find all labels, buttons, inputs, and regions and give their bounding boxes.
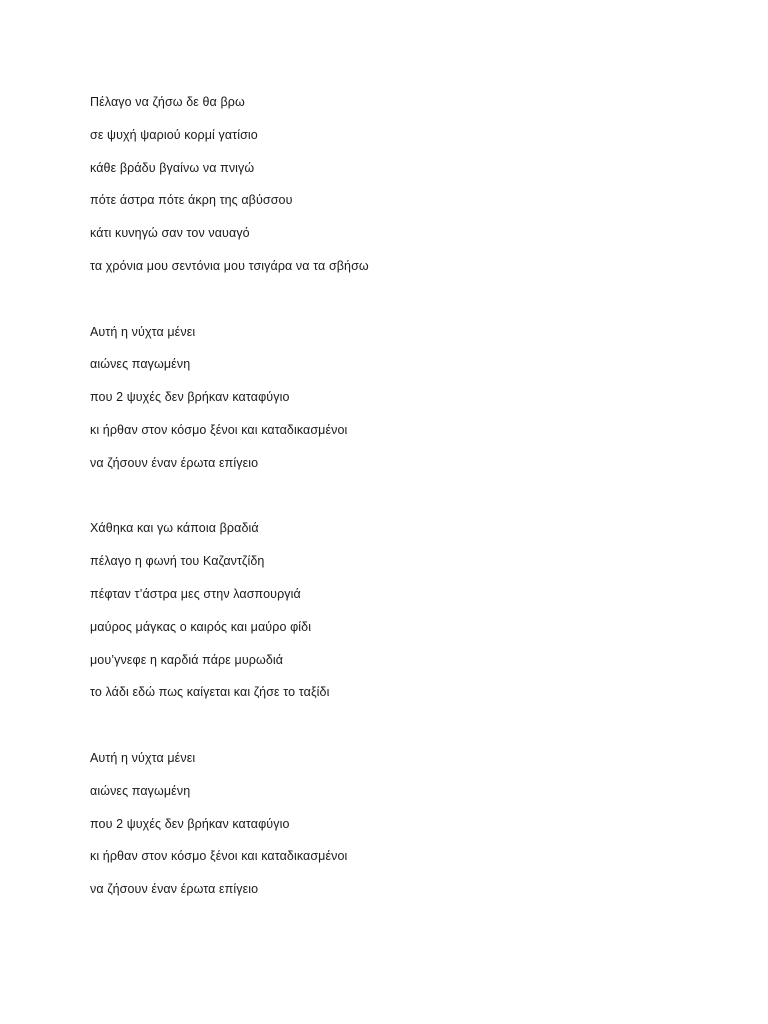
lyric-line: κι ήρθαν στον κόσμο ξένοι και καταδικασμένοι	[90, 849, 348, 864]
stanza-gap	[90, 486, 730, 519]
stanza-verse-1	[90, 92, 730, 289]
stanza-verse-2	[90, 518, 730, 715]
lyric-line: κάθε βράδυ βγαίνω να πνιγώ	[90, 160, 255, 175]
stanza-gap	[90, 289, 730, 322]
lyric-line: που 2 ψυχές δεν βρήκαν καταφύγιο	[90, 816, 290, 831]
lyric-line: μαύρος μάγκας ο καιρός και μαύρο φίδι	[90, 619, 312, 634]
lyric-line: αιώνες παγωμένη	[90, 783, 191, 798]
lyric-line: να ζήσουν έναν έρωτα επίγειο	[90, 882, 259, 897]
lyric-line: τα χρόνια μου σεντόνια μου τσιγάρα να τα σβήσω	[90, 258, 369, 273]
lyric-line: πέλαγο η φωνή του Καζαντζίδη	[90, 554, 265, 569]
lyric-line: Αυτή η νύχτα μένει	[90, 324, 196, 339]
lyric-line: Αυτή η νύχτα μένει	[90, 750, 196, 765]
document-page	[90, 92, 730, 912]
lyric-line: πέφταν τ’άστρα μες στην λασπουργιά	[90, 586, 301, 601]
lyric-line: Χάθηκα και γω κάποια βραδιά	[90, 521, 259, 536]
lyric-line: να ζήσουν έναν έρωτα επίγειο	[90, 455, 259, 470]
stanza-chorus-2	[90, 748, 730, 912]
lyric-line: σε ψυχή ψαριού κορμί γατίσιο	[90, 127, 258, 142]
lyric-line: πότε άστρα πότε άκρη της αβύσσου	[90, 193, 293, 208]
lyric-line: Πέλαγο να ζήσω δε θα βρω	[90, 95, 245, 109]
stanza-chorus-1	[90, 322, 730, 486]
lyric-line: κάτι κυνηγώ σαν τον ναυαγό	[90, 226, 250, 241]
lyric-line: μου’γνεφε η καρδιά πάρε μυρωδιά	[90, 652, 284, 667]
lyric-line: κι ήρθαν στον κόσμο ξένοι και καταδικασμένοι	[90, 422, 348, 437]
lyric-line: αιώνες παγωμένη	[90, 357, 191, 372]
stanza-gap	[90, 715, 730, 748]
lyric-line: που 2 ψυχές δεν βρήκαν καταφύγιο	[90, 390, 290, 405]
lyric-line: το λάδι εδώ πως καίγεται και ζήσε το ταξίδι	[90, 685, 330, 700]
